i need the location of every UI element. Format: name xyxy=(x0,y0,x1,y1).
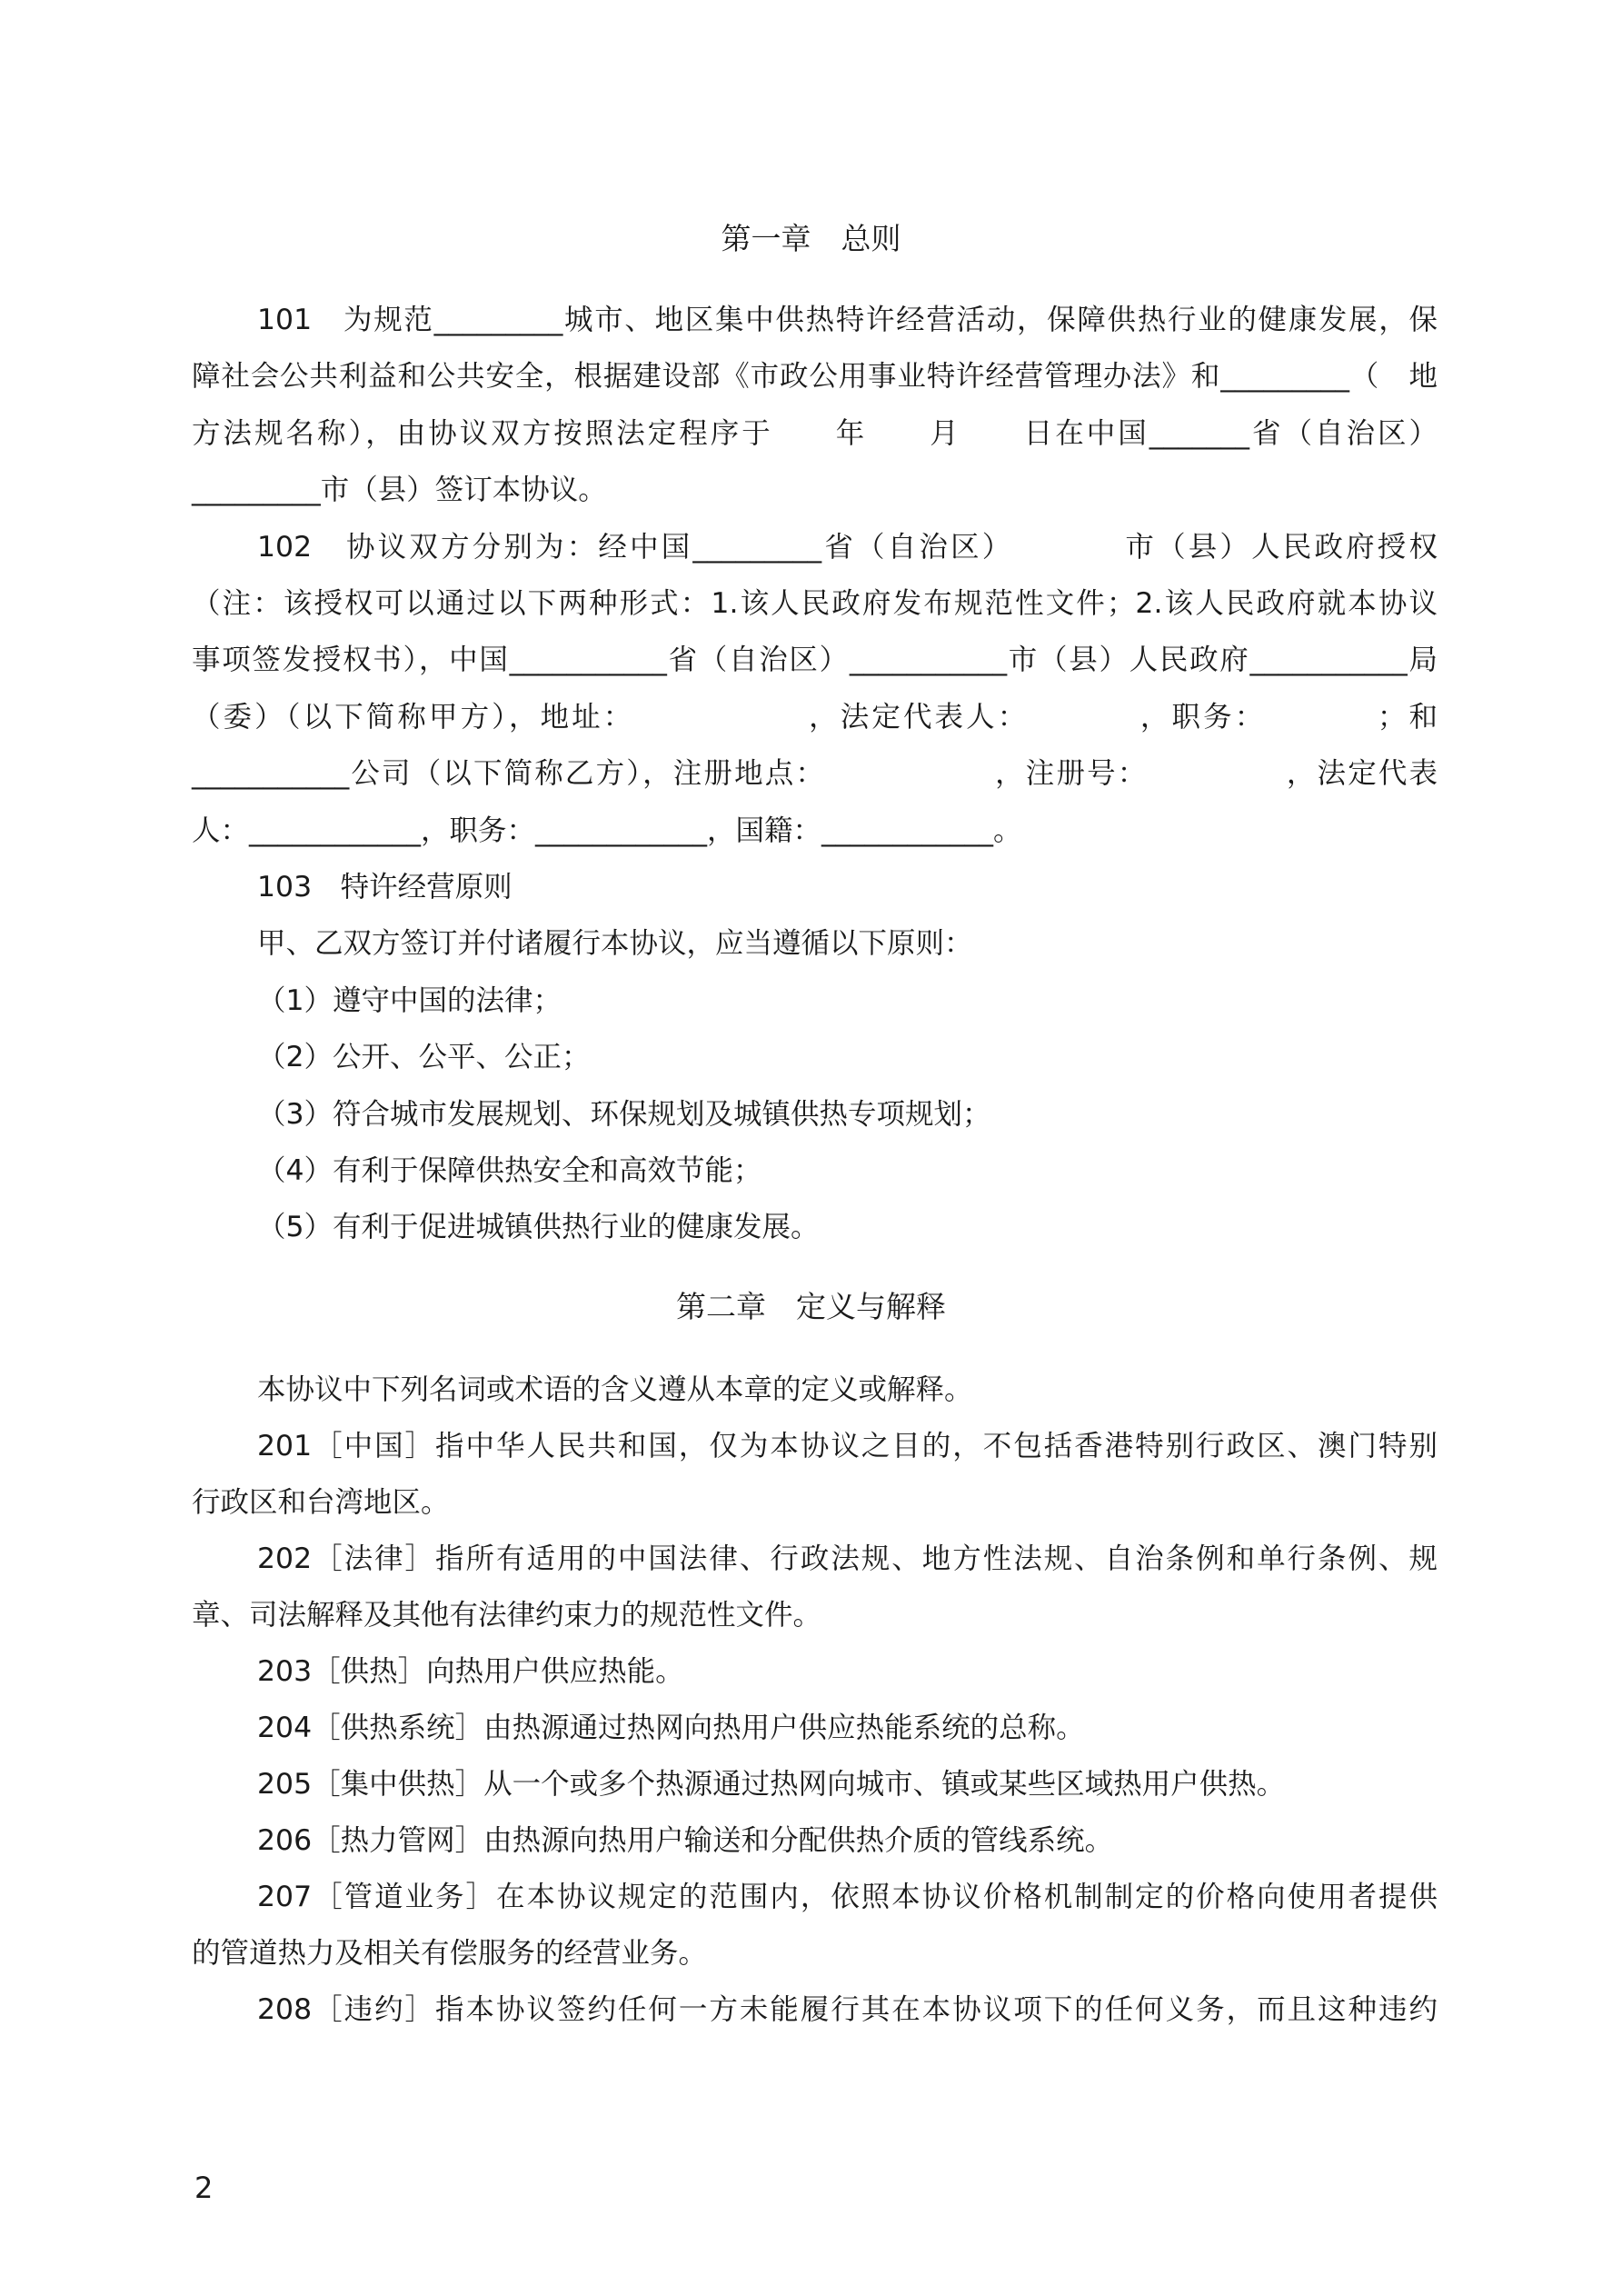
text-line: （3）符合城市发展规划、环保规划及城镇供热专项规划； xyxy=(257,1097,991,1131)
text-line: （4）有利于保障供热安全和高效节能； xyxy=(257,1154,762,1187)
text-line: 207［管道业务］在本协议规定的范围内，依照本协议价格机制制定的价格向使用者提供 xyxy=(257,1881,1438,1913)
chapter-1-title: 第一章 总则 xyxy=(721,221,901,256)
text-line: _________市（县）签订本协议。 xyxy=(192,474,607,507)
text-line: 的管道热力及相关有偿服务的经营业务。 xyxy=(192,1937,708,1970)
text-line: 甲、乙双方签订并付诸履行本协议，应当遵循以下原则： xyxy=(257,927,973,961)
text-line: 行政区和台湾地区。 xyxy=(192,1486,450,1519)
text-line: 205［集中供热］从一个或多个热源通过热网向城市、镇或某些区域热用户供热。 xyxy=(257,1768,1286,1801)
text-line: （注：该授权可以通过以下两种形式：1.该人民政府发布规范性文件；2.该人民政府就本协议 xyxy=(192,587,1438,620)
text-line: （5）有利于促进城镇供热行业的健康发展。 xyxy=(257,1211,820,1244)
text-line: 本协议中下列名词或术语的含义遵从本章的定义或解释。 xyxy=(257,1373,973,1406)
text-line: （1）遵守中国的法律； xyxy=(257,983,562,1017)
text-line: 人：____________，职务：____________，国籍：____________。 xyxy=(192,814,1022,847)
text-line: 202［法律］指所有适用的中国法律、行政法规、地方性法规、自治条例和单行条例、规 xyxy=(257,1542,1438,1575)
text-line: 206［热力管网］由热源向热用户输送和分配供热介质的管线系统。 xyxy=(257,1824,1114,1857)
text-line: 208［违约］指本协议签约任何一方未能履行其在本协议项下的任何义务，而且这种违约 xyxy=(257,1993,1438,2026)
text-line: 203［供热］向热用户供应热能。 xyxy=(257,1655,684,1688)
chapter-2-title: 第二章 定义与解释 xyxy=(676,1289,946,1324)
text-line: 201［中国］指中华人民共和国，仅为本协议之目的，不包括香港特别行政区、澳门特别 xyxy=(257,1430,1438,1462)
text-line: ___________公司（以下简称乙方），注册地点： ，注册号： ，法定代表 xyxy=(192,757,1438,791)
text-line: 事项签发授权书），中国___________省（自治区）___________市（县）人民政府___________局 xyxy=(192,644,1438,677)
text-line: （2）公开、公平、公正； xyxy=(257,1041,591,1074)
text-line: 章、司法解释及其他有法律约束力的规范性文件。 xyxy=(192,1599,822,1632)
text-line: 102 协议双方分别为：经中国_________省（自治区） 市（县）人民政府授权 xyxy=(257,530,1438,564)
text-line: （委）（以下简称甲方），地址： ，法定代表人： ，职务： ；和 xyxy=(192,700,1438,734)
text-line: 方法规名称），由协议双方按照法定程序于 年 月 日在中国_______省（自治区） xyxy=(192,416,1438,450)
text-line: 101 为规范_________城市、地区集中供热特许经营活动，保障供热行业的健康发展，保 xyxy=(257,304,1438,336)
text-line: 103 特许经营原则 xyxy=(257,871,512,903)
text-line: 204［供热系统］由热源通过热网向热用户供应热能系统的总称。 xyxy=(257,1712,1085,1744)
text-line: 障社会公共利益和公共安全，根据建设部《市政公用事业特许经营管理办法》和_________（ 地 xyxy=(192,360,1438,394)
page-number: 2 xyxy=(194,2171,214,2205)
